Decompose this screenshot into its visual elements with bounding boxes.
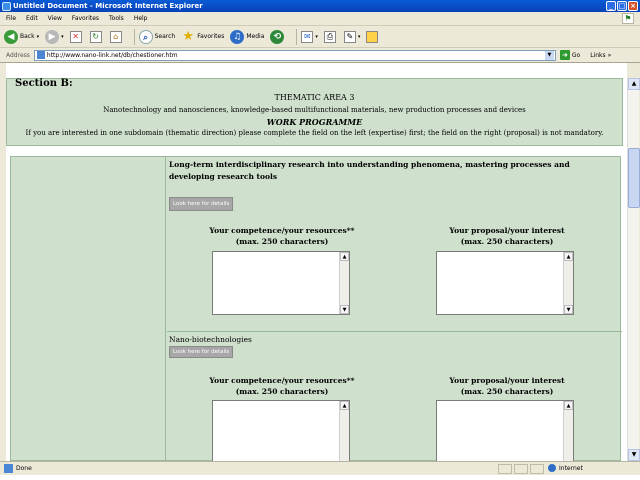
status-panel xyxy=(530,464,544,474)
globe-icon xyxy=(548,464,556,472)
back-dropdown-icon[interactable]: ▾ xyxy=(36,33,40,40)
status-panel xyxy=(514,464,528,474)
home-icon: ⌂ xyxy=(110,31,122,43)
subdomain-block xyxy=(167,332,622,462)
home-button[interactable] xyxy=(110,31,124,43)
minimize-button[interactable]: _ xyxy=(606,1,616,11)
toolbar-separator xyxy=(134,29,135,45)
subdomain-title: Long-term interdisciplinary research into understanding phenomena, mastering processes and developing research tools xyxy=(169,160,570,181)
mail-button[interactable] xyxy=(301,31,318,43)
section-header xyxy=(6,78,623,146)
search-button[interactable]: ⌕ Search xyxy=(139,30,176,44)
messenger-button[interactable] xyxy=(366,31,380,43)
competence-textarea[interactable] xyxy=(212,400,350,462)
edit-icon: ✎ xyxy=(344,31,356,43)
stop-icon: ✕ xyxy=(70,31,82,43)
menu-view[interactable]: View xyxy=(47,15,62,22)
messenger-icon xyxy=(366,31,378,43)
work-programme-heading: WORK PROGRAMME xyxy=(266,117,363,127)
bottom-strip xyxy=(0,475,640,480)
address-url: http://www.nano-link.net/db/chestioner.htm xyxy=(46,51,178,59)
stop-button[interactable] xyxy=(70,31,84,43)
menu-edit[interactable]: Edit xyxy=(26,15,38,22)
page-scrollbar[interactable] xyxy=(627,78,639,461)
instructions-note: If you are interested in one subdomain (thematic direction) please complete the field on the left (expertise) first; the field on the right (proposal) is not mandatory. xyxy=(25,129,604,137)
textarea-scrollbar[interactable] xyxy=(339,401,349,461)
form-area xyxy=(10,156,621,461)
edit-dropdown-icon[interactable]: ▾ xyxy=(357,33,361,40)
back-button[interactable]: ◀ Back ▾ xyxy=(4,30,39,44)
star-icon: ★ xyxy=(182,28,195,44)
forward-dropdown-icon[interactable]: ▾ xyxy=(61,33,64,40)
address-input[interactable] xyxy=(34,50,556,61)
toolbar-separator xyxy=(296,29,297,45)
ie-icon xyxy=(2,2,11,11)
competence-heading: Your competence/your resources** (max. 250 characters) xyxy=(209,376,355,396)
page-done-icon xyxy=(4,464,13,473)
refresh-icon: ↻ xyxy=(90,31,102,43)
proposal-heading: Your proposal/your interest (max. 250 characters) xyxy=(449,376,565,396)
menu-tools[interactable]: Tools xyxy=(109,15,124,22)
scroll-up-icon[interactable]: ▲ xyxy=(628,78,640,90)
scroll-up-icon[interactable]: ▲ xyxy=(564,252,573,261)
back-arrow-icon: ◀ xyxy=(4,30,18,44)
subdomain-block xyxy=(167,157,622,332)
scroll-up-icon[interactable]: ▲ xyxy=(564,401,573,410)
history-icon: ⟲ xyxy=(270,30,284,44)
left-column xyxy=(11,157,166,462)
subdomain-title: Nano-biotechnologies xyxy=(169,335,252,344)
forward-button[interactable] xyxy=(45,30,64,44)
window-controls xyxy=(606,1,638,11)
go-button[interactable]: ➜ Go xyxy=(560,50,580,60)
details-button[interactable]: Look here for details xyxy=(169,346,233,358)
go-arrow-icon: ➜ xyxy=(560,50,570,60)
print-icon: ⎙ xyxy=(324,31,336,43)
scroll-down-icon[interactable]: ▼ xyxy=(564,305,573,314)
menu-file[interactable]: File xyxy=(6,15,17,22)
menu-help[interactable]: Help xyxy=(133,15,148,22)
title-bar xyxy=(0,0,640,12)
page-icon xyxy=(37,51,45,59)
address-label: Address xyxy=(6,51,30,59)
address-dropdown-icon[interactable]: ▼ xyxy=(545,51,554,60)
forward-arrow-icon: ▶ xyxy=(45,30,59,44)
edit-button[interactable] xyxy=(344,31,361,43)
textarea-scrollbar[interactable] xyxy=(563,252,573,314)
scroll-down-icon[interactable]: ▼ xyxy=(340,305,349,314)
close-button[interactable]: × xyxy=(628,1,638,11)
status-panel xyxy=(498,464,512,474)
thematic-area-subtitle: Nanotechnology and nanosciences, knowledge-based multifunctional materials, new production processes and devices xyxy=(103,106,526,114)
scroll-up-icon[interactable]: ▲ xyxy=(340,252,349,261)
window-title: Untitled Document - Microsoft Internet Explorer xyxy=(13,2,203,10)
security-zone: Internet xyxy=(548,464,583,472)
scroll-down-icon[interactable]: ▼ xyxy=(628,449,640,461)
maximize-button[interactable]: □ xyxy=(618,2,626,10)
history-button[interactable] xyxy=(270,30,286,44)
media-icon: ♫ xyxy=(230,30,244,44)
windows-logo-icon: ⚑ xyxy=(622,13,634,24)
toolbar xyxy=(0,26,640,48)
textarea-scrollbar[interactable] xyxy=(339,252,349,314)
menu-favorites[interactable]: Favorites xyxy=(71,15,100,22)
proposal-textarea[interactable] xyxy=(436,251,574,315)
proposal-heading: Your proposal/your interest (max. 250 characters) xyxy=(449,226,565,246)
competence-heading: Your competence/your resources** (max. 250 characters) xyxy=(209,226,355,246)
textarea-scrollbar[interactable] xyxy=(563,401,573,461)
links-button[interactable]: Links » xyxy=(590,51,612,59)
address-bar xyxy=(0,48,640,63)
refresh-button[interactable] xyxy=(90,31,104,43)
section-label: Section B: xyxy=(15,78,73,89)
scrollbar-thumb[interactable] xyxy=(628,148,640,208)
mail-dropdown-icon[interactable]: ▾ xyxy=(315,33,318,40)
mail-icon: ✉ xyxy=(301,31,313,43)
status-text: Done xyxy=(16,465,32,472)
favorites-button[interactable]: ★ Favorites xyxy=(182,28,225,44)
status-panels xyxy=(498,464,544,474)
search-icon: ⌕ xyxy=(139,30,153,44)
thematic-area-title: THEMATIC AREA 3 xyxy=(274,93,355,102)
media-button[interactable]: ♫ Media xyxy=(230,30,264,44)
scroll-up-icon[interactable]: ▲ xyxy=(340,401,349,410)
proposal-textarea[interactable] xyxy=(436,400,574,462)
details-button[interactable]: Look here for details xyxy=(169,197,233,211)
print-button[interactable] xyxy=(324,31,338,43)
viewport-top xyxy=(6,63,627,78)
status-bar xyxy=(0,461,640,475)
competence-textarea[interactable] xyxy=(212,251,350,315)
menu-bar xyxy=(0,12,640,26)
